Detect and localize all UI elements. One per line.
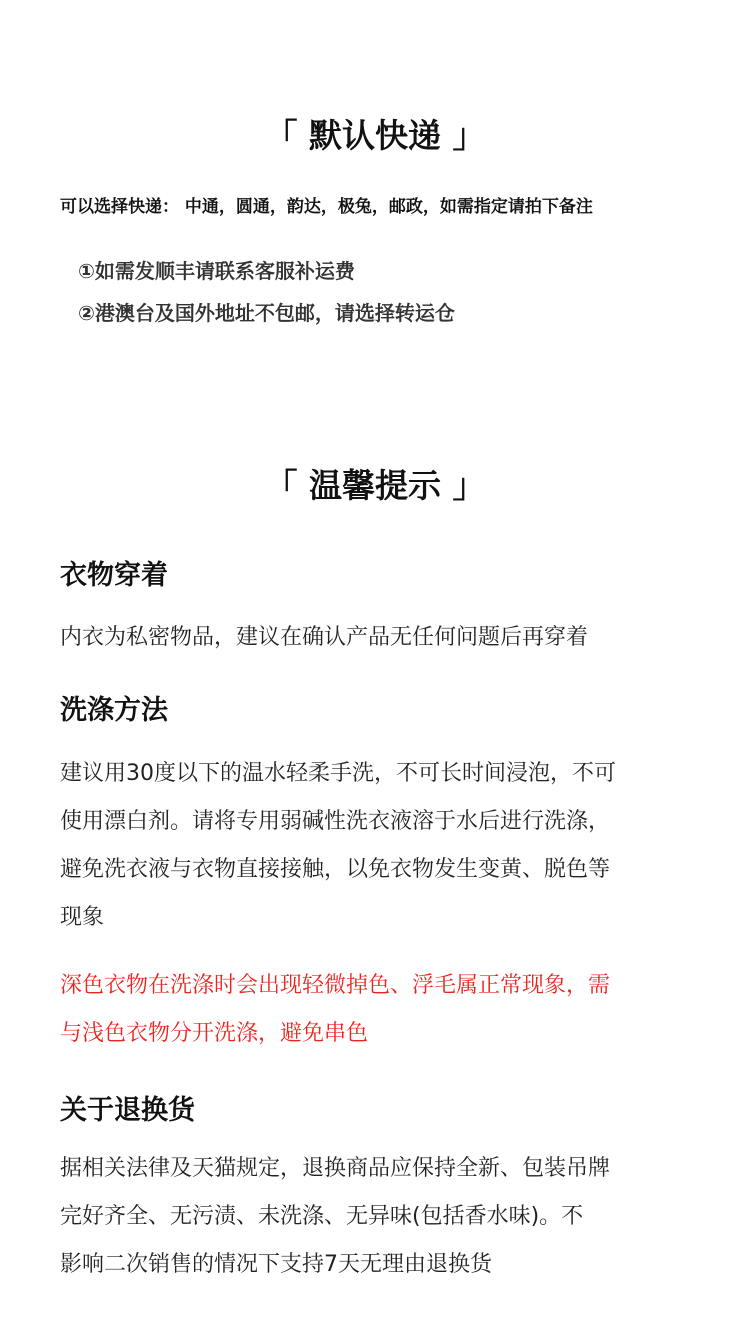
warning-line: 与浅色衣物分开洗涤，避免串色: [60, 1021, 369, 1046]
washing-text: [60, 750, 680, 942]
returns-heading: 关于退换货: [60, 1095, 195, 1126]
text-line: 影响二次销售的情况下支持7天无理由退换货: [60, 1252, 492, 1277]
text-line: 使用漂白剂。请将专用弱碱性洗衣液溶于水后进行洗涤，: [60, 809, 611, 834]
wearing-text: [60, 614, 680, 662]
tips-title: 「 温馨提示 」: [264, 466, 486, 505]
text-line: 现象: [60, 905, 105, 930]
shipping-note-2: ②港澳台及国外地址不包邮，请选择转运仓: [78, 301, 455, 325]
shipping-intro: 可以选择快递： 中通，圆通，韵达，极兔，邮政，如需指定请拍下备注: [60, 197, 593, 217]
text-line: 据相关法律及天猫规定，退换商品应保持全新、包装吊牌: [60, 1156, 611, 1181]
shipping-title: 「 默认快递 」: [264, 116, 486, 155]
warning-line: 深色衣物在洗涤时会出现轻微掉色、浮毛属正常现象，需: [60, 973, 611, 998]
text-line: 完好齐全、无污渍、未洗涤、无异味(包括香水味)。不: [60, 1204, 584, 1229]
text-line: 内衣为私密物品，建议在确认产品无任何问题后再穿着: [60, 625, 589, 650]
text-line: 建议用30度以下的温水轻柔手洗，不可长时间浸泡，不可: [60, 761, 616, 786]
text-line: 避免洗衣液与衣物直接接触，以免衣物发生变黄、脱色等: [60, 857, 611, 882]
shipping-note-1: ①如需发顺丰请联系客服补运费: [78, 259, 355, 283]
returns-text: [60, 1145, 680, 1289]
washing-heading: 洗涤方法: [60, 695, 168, 726]
washing-warning: [60, 962, 680, 1058]
wearing-heading: 衣物穿着: [60, 560, 168, 591]
